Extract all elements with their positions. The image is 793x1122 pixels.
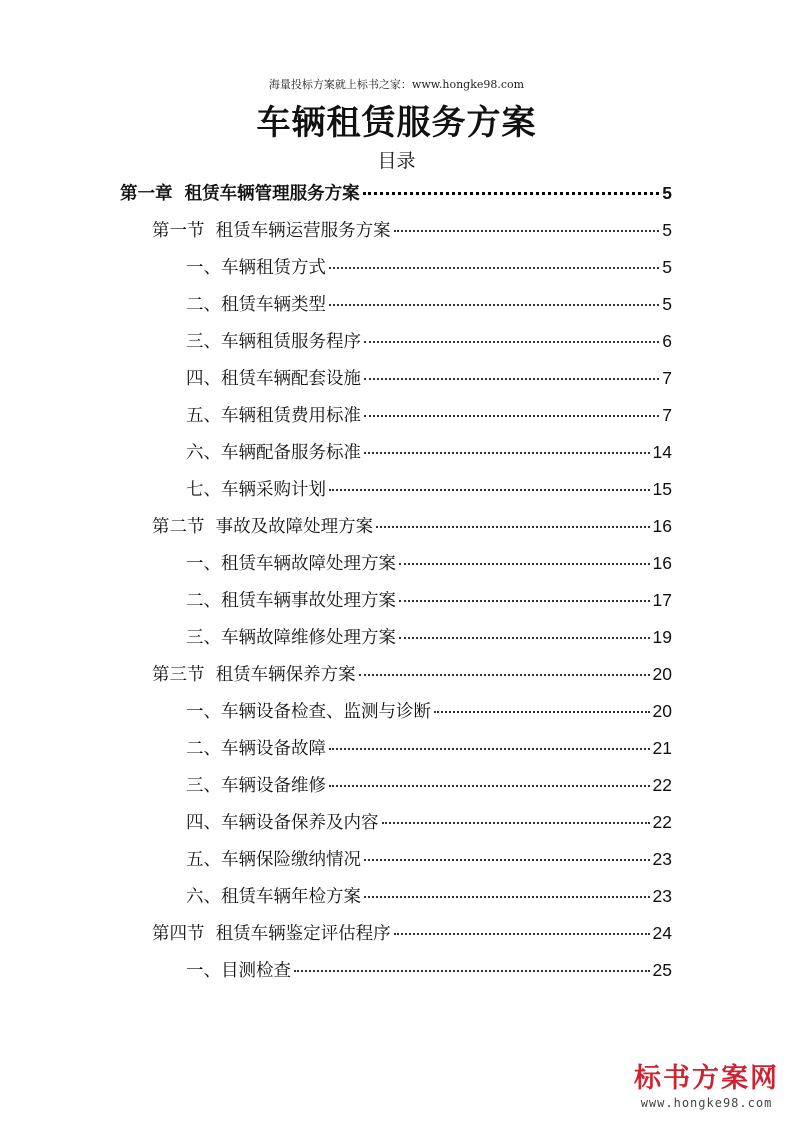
toc-leader (329, 748, 650, 750)
toc-entry-label: 七、车辆采购计划 (186, 480, 326, 500)
toc-entry-label: 第四节 租赁车辆鉴定评估程序 (152, 924, 391, 944)
toc-page-number: 23 (652, 886, 672, 906)
toc-heading: 目录 (377, 150, 416, 172)
toc-entry-label: 第一节 租赁车辆运营服务方案 (152, 221, 391, 241)
toc-leader (394, 933, 650, 935)
toc-entry-item[interactable] (186, 254, 672, 279)
toc-entry-label: 一、租赁车辆故障处理方案 (186, 554, 396, 574)
toc-entry-chapter-1[interactable] (120, 180, 672, 205)
toc-page-number: 17 (652, 590, 672, 610)
toc-entry-item[interactable] (186, 328, 672, 353)
toc-entry-label: 第一章 租赁车辆管理服务方案 (120, 184, 360, 204)
toc-entry-label: 一、车辆租赁方式 (186, 258, 326, 278)
toc-page-number: 5 (662, 183, 672, 203)
toc-entry-item[interactable] (186, 624, 672, 649)
toc-entry-label: 一、车辆设备检查、监测与诊断 (186, 702, 431, 722)
toc-leader (359, 674, 650, 676)
toc-entry-label: 第三节 租赁车辆保养方案 (152, 665, 356, 685)
toc-leader (364, 341, 659, 343)
toc-page-number: 20 (652, 701, 672, 721)
toc-entry-label: 二、车辆设备故障 (186, 739, 326, 759)
toc-leader (364, 859, 650, 861)
toc-entry-label: 四、车辆设备保养及内容 (186, 813, 379, 833)
toc-page-number: 7 (662, 405, 672, 425)
toc-leader (376, 526, 649, 528)
toc-entry-label: 三、车辆故障维修处理方案 (186, 628, 396, 648)
toc-leader (329, 489, 650, 491)
toc-entry-item[interactable] (186, 291, 672, 316)
toc-entry-label: 五、车辆租赁费用标准 (186, 406, 361, 426)
toc-entry-item[interactable] (186, 365, 672, 390)
toc-entry-item[interactable] (186, 883, 672, 908)
toc-page-number: 5 (662, 220, 672, 240)
toc-leader (394, 230, 660, 232)
toc-page-number: 23 (652, 849, 672, 869)
toc-entry-item[interactable] (186, 846, 672, 871)
toc-entry-item[interactable] (186, 476, 672, 501)
toc-leader (329, 267, 659, 269)
toc-entry-item[interactable] (186, 698, 672, 723)
toc-leader (434, 711, 650, 713)
toc-entry-label: 二、租赁车辆类型 (186, 295, 326, 315)
toc-entry-label: 三、车辆设备维修 (186, 776, 326, 796)
toc-entry-label: 六、车辆配备服务标准 (186, 443, 361, 463)
toc-leader (363, 192, 660, 195)
toc-page-number: 20 (652, 664, 672, 684)
toc-leader (399, 637, 650, 639)
toc-leader (329, 304, 659, 306)
toc-entry-label: 一、目测检查 (186, 961, 291, 981)
toc-page-number: 16 (652, 516, 672, 536)
toc-entry-item[interactable] (186, 439, 672, 464)
toc-entry-label: 二、租赁车辆事故处理方案 (186, 591, 396, 611)
watermark-brand: 标书方案网 (634, 1063, 779, 1094)
document-title: 车辆租赁服务方案 (256, 103, 537, 143)
toc-leader (364, 415, 659, 417)
toc-leader (329, 785, 650, 787)
toc-entry-item[interactable] (186, 587, 672, 612)
toc-page-number: 25 (652, 960, 672, 980)
toc-page-number: 6 (662, 331, 672, 351)
page-header: 海量投标方案就上标书之家：www.hongke98.com (268, 78, 525, 91)
toc-leader (364, 452, 650, 454)
toc-entry-item[interactable] (186, 402, 672, 427)
toc-page-number: 22 (652, 775, 672, 795)
toc-leader (399, 563, 650, 565)
watermark-url: www.hongke98.com (640, 1096, 773, 1110)
toc-leader (364, 896, 650, 898)
toc-entry-item[interactable] (186, 735, 672, 760)
toc-page-number: 19 (652, 627, 672, 647)
toc-leader (294, 970, 650, 972)
toc-page-number: 16 (652, 553, 672, 573)
toc-entry-item[interactable] (186, 772, 672, 797)
toc-entry-section-4[interactable] (152, 920, 672, 945)
toc-entry-item[interactable] (186, 957, 672, 982)
toc-leader (399, 600, 650, 602)
toc-page-number: 15 (652, 479, 672, 499)
toc-entry-label: 第二节 事故及故障处理方案 (152, 517, 374, 537)
toc-entry-label: 四、租赁车辆配套设施 (186, 369, 361, 389)
toc-entry-section-2[interactable] (152, 513, 672, 538)
toc-page-number: 14 (652, 442, 672, 462)
toc-leader (382, 822, 650, 824)
toc-page-number: 7 (662, 368, 672, 388)
toc-entry-label: 六、租赁车辆年检方案 (186, 887, 361, 907)
toc-entry-label: 五、车辆保险缴纳情况 (186, 850, 361, 870)
watermark-logo (634, 1056, 779, 1110)
toc-page-number: 24 (652, 923, 672, 943)
toc-entry-item[interactable] (186, 550, 672, 575)
toc-page-number: 21 (652, 738, 672, 758)
toc-entry-item[interactable] (186, 809, 672, 834)
toc-entry-label: 三、车辆租赁服务程序 (186, 332, 361, 352)
toc-page-number: 5 (662, 257, 672, 277)
toc-page-number: 22 (652, 812, 672, 832)
toc-leader (364, 378, 659, 380)
toc-entry-section-3[interactable] (152, 661, 672, 686)
toc-page-number: 5 (662, 294, 672, 314)
toc-entry-section-1[interactable] (152, 217, 672, 242)
